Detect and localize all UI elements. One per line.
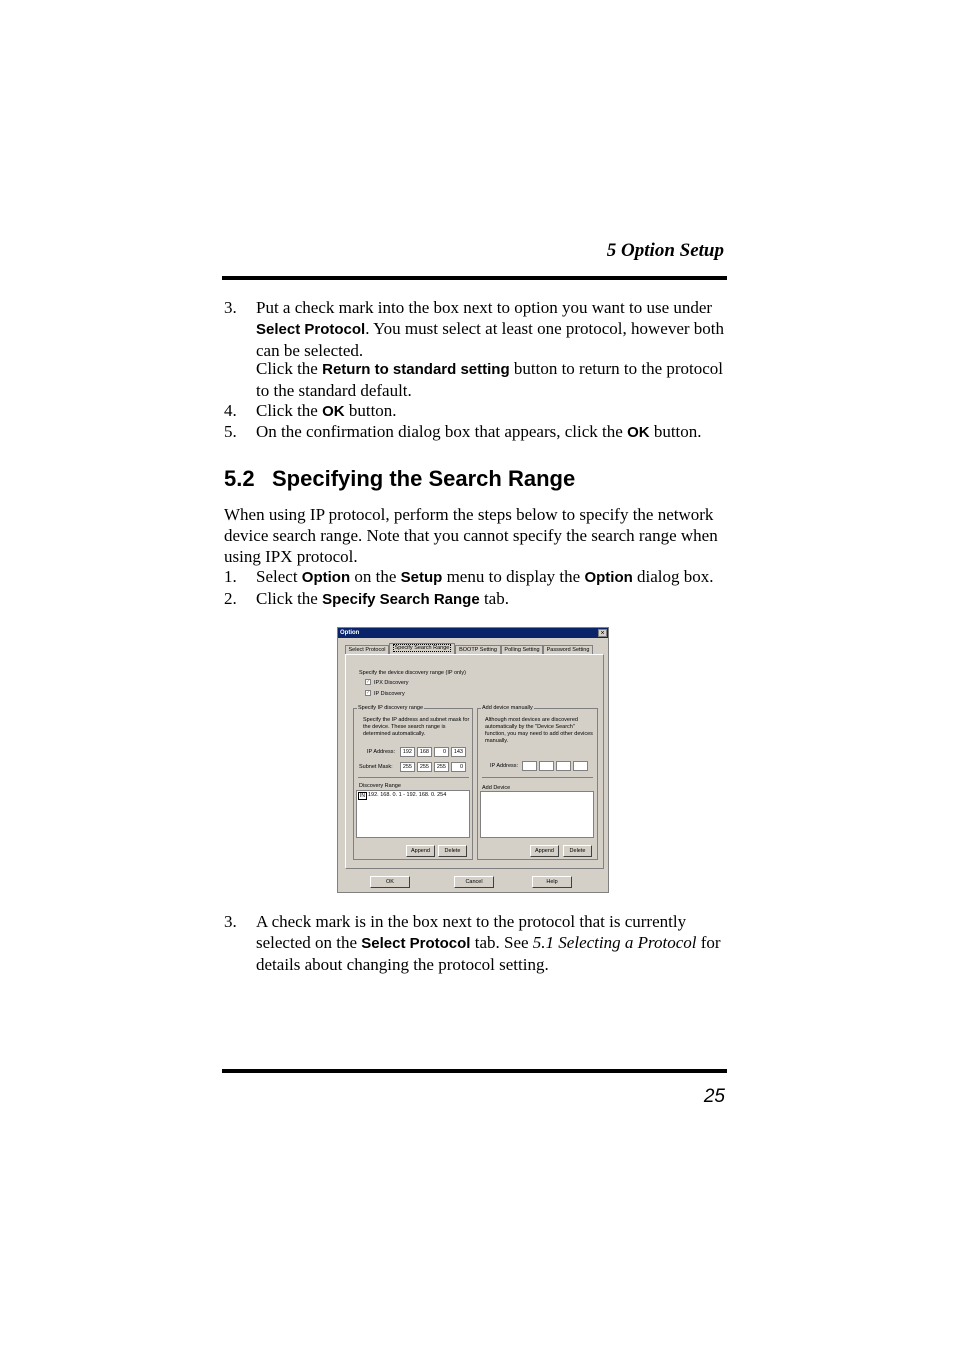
list-text: Click the Specify Search Range tab. [256, 589, 509, 608]
list-text: On the confirmation dialog box that appears, click the OK button. [256, 422, 702, 441]
mask-octet-3[interactable]: 255 [434, 762, 449, 772]
list-item [222, 297, 732, 360]
mask-octet-2[interactable]: 255 [417, 762, 432, 772]
range-entry[interactable]: 192. 168. 0. 1 - 192. 168. 0. 254 [368, 792, 447, 798]
option-dialog-screenshot [337, 627, 609, 893]
mask-octet-4[interactable]: 0 [451, 762, 466, 772]
add-ip-octet-2[interactable] [539, 761, 554, 771]
list-number: 5. [224, 422, 237, 441]
help-button[interactable]: Help [532, 876, 572, 888]
section-title: Specifying the Search Range [272, 466, 576, 491]
ip-octet-4[interactable]: 143 [451, 747, 466, 757]
divider [482, 777, 593, 778]
range-entry-checkbox[interactable]: IN [360, 793, 365, 799]
ip-octet-1[interactable]: 192 [400, 747, 415, 757]
list-number: 1. [224, 567, 237, 586]
tab-specify-search-range[interactable]: Specify Search Range [389, 643, 455, 654]
running-header: 5 Option Setup [606, 240, 724, 261]
list-text: Select Option on the Setup menu to display the Option dialog box. [256, 567, 714, 586]
subnet-mask-label: Subnet Mask: [359, 764, 393, 770]
append-button[interactable]: Append [406, 845, 435, 857]
intro-paragraph: When using IP protocol, perform the steps below to specify the network device search range. Note that you cannot specify the search range when using IPX protocol. [224, 505, 718, 566]
ipx-discovery-label: IPX Discovery [374, 680, 409, 686]
divider [358, 777, 469, 778]
add-ip-octet-3[interactable] [556, 761, 571, 771]
list-text: Click the OK button. [256, 401, 397, 420]
tab-polling-setting[interactable]: Polling Setting [501, 645, 543, 654]
list-number: 3. [224, 912, 237, 931]
close-icon[interactable]: × [598, 629, 607, 637]
add-group-description: Although most devices are discovered automatically by the "Device Search" function, you may need to add other devices manually. [485, 717, 593, 744]
list-number: 3. [224, 298, 237, 317]
list-text: Put a check mark into the box next to option you want to use under Select Protocol. You must select at least one protocol, however both can be selected. [256, 298, 725, 360]
cross-reference: 5.1 Selecting a Protocol [532, 933, 697, 952]
footer-rule [222, 1069, 727, 1073]
add-ip-octet-4[interactable] [573, 761, 588, 771]
section-number: 5.2 [224, 466, 255, 491]
delete-button[interactable]: Delete [563, 845, 592, 857]
ok-button[interactable]: OK [370, 876, 410, 888]
dialog-title-bar: Option [338, 628, 608, 638]
discovery-range-list[interactable] [356, 790, 470, 838]
discovery-range-list-label: Discovery Range [359, 783, 401, 789]
cancel-button[interactable]: Cancel [454, 876, 494, 888]
add-device-group [477, 705, 598, 860]
ip-octet-3[interactable]: 0 [434, 747, 449, 757]
list-text: A check mark is in the box next to the protocol that is currently selected on the Select Protocol tab. See 5.1 Selecting a Protocol for details about changing the protocol setting. [256, 912, 721, 974]
tab-panel [345, 654, 604, 869]
append-button[interactable]: Append [530, 845, 559, 857]
group-title: Add device manually [482, 705, 533, 711]
add-ip-address-label: IP Address: [490, 763, 519, 769]
header-rule [222, 276, 727, 280]
tab-select-protocol[interactable]: Select Protocol [345, 645, 389, 654]
list-item [222, 911, 732, 974]
ip-discovery-checkbox[interactable]: ✓ [366, 690, 371, 696]
page-number: 25 [703, 1086, 725, 1107]
group-title: Specify IP discovery range [358, 705, 424, 711]
ip-octet-2[interactable]: 168 [417, 747, 432, 757]
discovery-range-label: Specify the device discovery range (IP only) [359, 670, 466, 676]
section-heading [224, 466, 575, 492]
ip-discovery-label: IP Discovery [374, 691, 405, 697]
mask-octet-1[interactable]: 255 [400, 762, 415, 772]
add-ip-octet-1[interactable] [522, 761, 537, 771]
ip-group-description: Specify the IP address and subnet mask for the device. These search range is determined automatically. [363, 717, 470, 737]
ip-discovery-range-group [353, 705, 473, 860]
tab-bootp-setting[interactable]: BOOTP Setting [455, 645, 501, 654]
add-device-list[interactable] [480, 791, 594, 838]
list-text: Click the Return to standard setting button to return to the protocol to the standard default. [256, 359, 724, 400]
delete-button[interactable]: Delete [438, 845, 467, 857]
list-number: 2. [224, 589, 237, 608]
tab-password-setting[interactable]: Password Setting [543, 645, 593, 654]
ipx-discovery-checkbox[interactable]: ✓ [366, 679, 371, 685]
list-number: 4. [224, 401, 237, 420]
add-device-list-label: Add Device [482, 785, 511, 791]
ip-address-label: IP Address: [367, 749, 396, 755]
